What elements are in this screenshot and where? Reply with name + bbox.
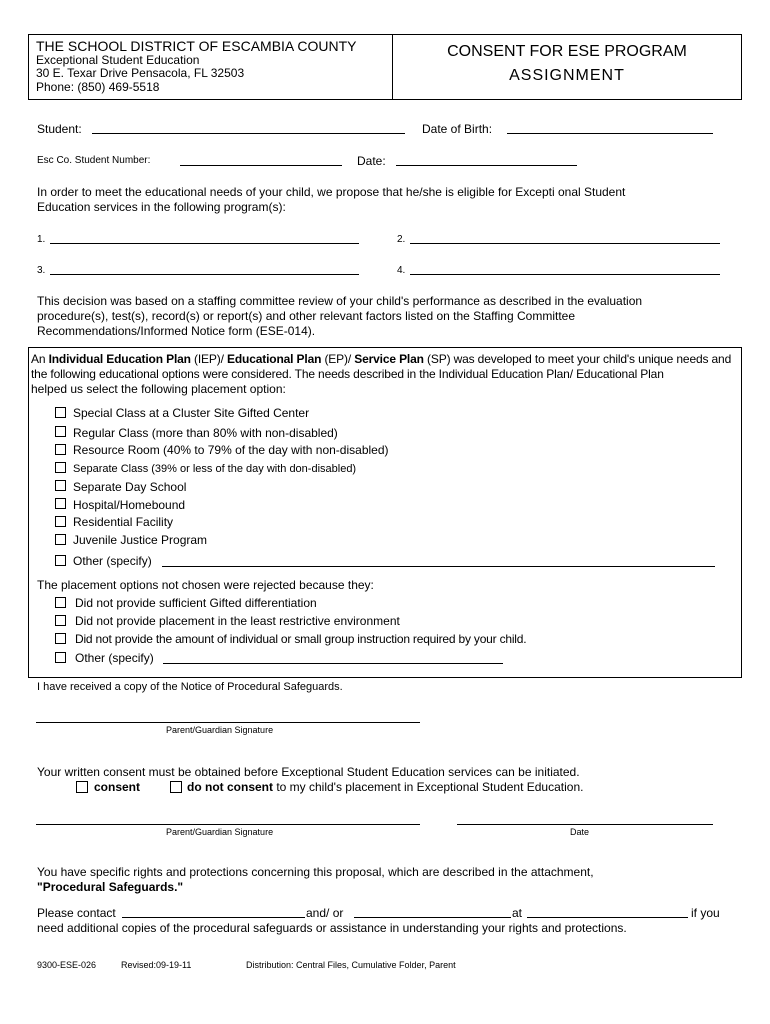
rejected-checkbox-0[interactable] [55,597,66,608]
rights-safeguards: "Procedural Safeguards." [37,880,184,894]
signature-date-line[interactable] [457,824,713,825]
department-name: Exceptional Student Education [36,53,200,67]
consent-label [94,780,140,795]
form-title-line1: CONSENT FOR ESE PROGRAM [447,43,687,60]
plan-iep-abbr: (IEP)/ [190,352,227,366]
rejected-checkbox-3[interactable] [55,652,66,663]
plan-line2: the following educational options were considered. The needs described in the Individual Education Plan/ Educational Plan [31,367,664,381]
parent-signature-label-1: Parent/Guardian Signature [166,725,274,735]
district-name: THE SCHOOL DISTRICT OF ESCAMBIA COUNTY [36,38,357,54]
program-number-2: 2. [397,234,406,245]
program-field-1[interactable] [50,243,359,244]
district-address: 30 E. Texar Drive Pensacola, FL 32503 [36,66,245,80]
plan-iep: Individual Education Plan [48,352,191,366]
student-number-label: Esc Co. Student Number: [37,155,151,166]
placement-option-0: Special Class at a Cluster Site Gifted Center [73,406,310,420]
decision-line3: Recommendations/Informed Notice form (ESE-014). [37,324,316,338]
rejected-option-1: Did not provide placement in the least restrictive environment [75,614,400,628]
placement-checkbox-4[interactable] [55,480,66,491]
consent-checkbox[interactable] [76,781,88,793]
rejected-intro: The placement options not chosen were rejected because they: [37,578,374,592]
parent-signature-label-2: Parent/Guardian Signature [166,827,274,837]
form-number: 9300-ESE-026 [37,960,97,970]
safeguards-received: I have received a copy of the Notice of Procedural Safeguards. [37,681,343,693]
plan-ep-abbr: (EP)/ [321,352,355,366]
student-field[interactable] [92,133,405,134]
rejected-checkbox-1[interactable] [55,615,66,626]
student-number-field[interactable] [180,165,342,166]
contact-name-field[interactable] [122,917,305,918]
decision-line1: This decision was based on a staffing committee review of your child's performance as described in the evaluation [37,294,643,308]
placement-checkbox-2[interactable] [55,444,66,455]
dob-field[interactable] [507,133,713,134]
at-label: at [512,906,523,920]
placement-checkbox-7[interactable] [55,534,66,545]
placement-checkbox-1[interactable] [55,426,66,437]
consent-intro: Your written consent must be obtained before Exceptional Student Education services can be initiated. [37,765,580,779]
program-field-2[interactable] [410,243,720,244]
placement-option-3: Separate Class (39% or less of the day with don-disabled) [73,463,357,475]
date-field[interactable] [396,165,577,166]
plan-ep: Educational Plan [226,352,322,366]
contact-phone-field[interactable] [527,917,688,918]
placement-checkbox-5[interactable] [55,498,66,509]
placement-checkbox-3[interactable] [55,462,66,473]
student-label: Student: [37,122,82,136]
program-number-3: 3. [37,265,46,276]
placement-other-field[interactable] [162,566,715,567]
placement-checkbox-6[interactable] [55,516,66,527]
contact-alt-field[interactable] [354,917,511,918]
rights-line2 [37,880,183,895]
and-or-label: and/ or [306,906,344,920]
do-not-consent-text: do not consent [187,780,273,794]
parent-signature-line-1[interactable] [36,722,420,723]
dob-label: Date of Birth: [422,122,493,136]
plan-line1 [31,352,731,367]
placement-option-4: Separate Day School [73,480,187,494]
placement-option-7: Juvenile Justice Program [73,533,208,547]
form-title-line2: ASSIGNMENT [509,67,625,84]
rejected-option-0: Did not provide sufficient Gifted differentiation [75,596,317,610]
intro-line1: In order to meet the educational needs of your child, we propose that he/she is eligible for Excepti onal Student [37,185,626,199]
program-field-3[interactable] [50,274,359,275]
please-contact-label: Please contact [37,906,116,920]
placement-option-6: Residential Facility [73,515,174,529]
district-phone: Phone: (850) 469-5518 [36,80,160,94]
placement-checkbox-0[interactable] [55,407,66,418]
rejected-option-3: Other (specify) [75,651,154,665]
decision-line2: procedure(s), test(s), record(s) or report(s) and other relevant factors listed on the Staffing Committee [37,309,575,323]
placement-option-8: Other (specify) [73,554,152,568]
rejected-option-2: Did not provide the amount of individual or small group instruction required by your child. [75,632,527,646]
date-label: Date: [357,154,386,168]
rejected-other-field[interactable] [163,663,503,664]
placement-option-1: Regular Class (more than 80% with non-disabled) [73,426,338,440]
placement-option-2: Resource Room (40% to 79% of the day with non-disabled) [73,443,389,457]
rejected-checkbox-2[interactable] [55,633,66,644]
plan-sp: Service Plan [354,352,424,366]
revised-date: Revised:09-19-11 [121,960,192,970]
if-you-label: if you [691,906,720,920]
consent-rest: to my child's placement in Exceptional Student Education. [273,780,584,794]
placement-option-5: Hospital/Homebound [73,498,186,512]
plan-line1-rest: (SP) was developed to meet your child's unique needs and [423,352,732,366]
intro-line2: Education services in the following program(s): [37,200,286,214]
do-not-consent-label [187,780,583,795]
distribution: Distribution: Central Files, Cumulative Folder, Parent [246,960,456,970]
placement-checkbox-8[interactable] [55,555,66,566]
consent-text: consent [94,780,141,794]
signature-date-label: Date [570,827,590,837]
rights-line1: You have specific rights and protections concerning this proposal, which are described in the attachment, [37,865,594,879]
plan-line3: helped us select the following placement option: [31,382,286,396]
program-field-4[interactable] [410,274,720,275]
contact-line2: need additional copies of the procedural safeguards or assistance in understanding your rights and protections. [37,921,627,935]
program-number-4: 4. [397,265,406,276]
do-not-consent-checkbox[interactable] [170,781,182,793]
program-number-1: 1. [37,234,46,245]
plan-an: An [31,352,49,366]
parent-signature-line-2[interactable] [36,824,420,825]
